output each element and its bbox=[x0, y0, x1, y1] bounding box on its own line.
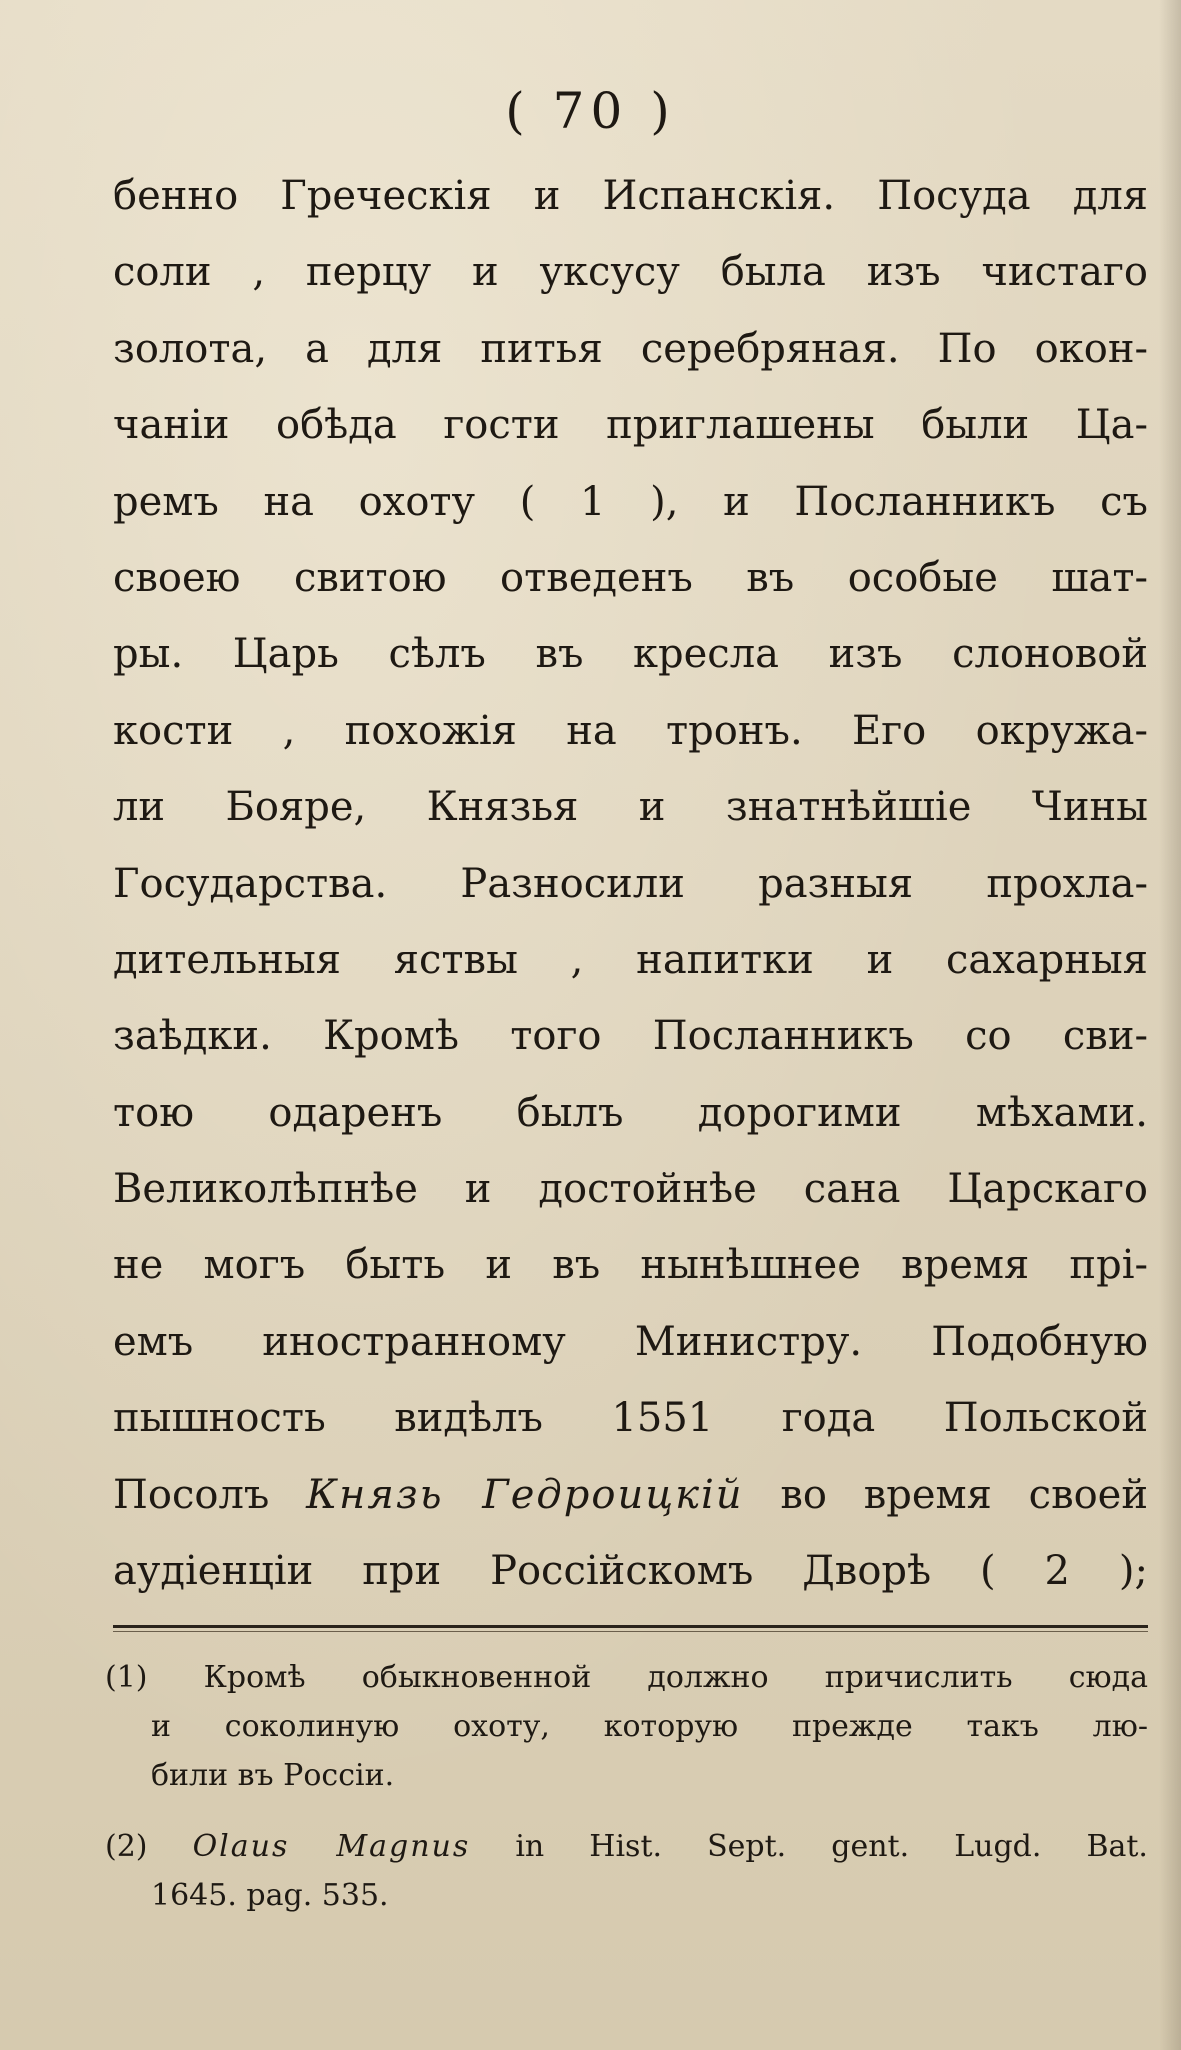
page-edge-shadow bbox=[1159, 0, 1181, 2050]
page-number: ( 70 ) bbox=[505, 82, 676, 140]
line-suffix: во время своей bbox=[780, 1471, 1149, 1518]
text-line: Государства. Разносили разныя прохла- bbox=[113, 860, 1148, 907]
footnote-2-citation: in Hist. Sept. gent. Lugd. Bat. bbox=[515, 1829, 1148, 1864]
footnote-divider bbox=[113, 1625, 1148, 1628]
text-line: кости , похожія на тронъ. Его окружа- bbox=[113, 707, 1148, 754]
text-line: заѣдки. Кромѣ того Посланникъ со сви- bbox=[113, 1013, 1148, 1060]
footnote-2-line bbox=[105, 1822, 1148, 1871]
text-line: дительныя яствы , напитки и сахарныя bbox=[113, 936, 1148, 983]
footnotes bbox=[105, 1653, 1148, 1920]
text-line: ремъ на охоту ( 1 ), и Посланникъ съ bbox=[113, 478, 1148, 525]
footnote-2-line: 1645. pag. 535. bbox=[151, 1878, 389, 1913]
text-line: емъ иностранному Министру. Подобную bbox=[113, 1318, 1148, 1365]
footnote-1-line: и соколиную охоту, которую прежде такъ лю- bbox=[151, 1709, 1148, 1744]
text-line: пышность видѣлъ 1551 года Польской bbox=[113, 1395, 1148, 1442]
main-text bbox=[113, 158, 1148, 1609]
footnote-divider-thin bbox=[113, 1631, 1148, 1632]
italic-name-prince: Князь Гедроицкій bbox=[306, 1471, 744, 1518]
footnote-2-marker: (2) bbox=[105, 1829, 148, 1864]
text-line: ли Бояре, Князья и знатнѣйшіе Чины bbox=[113, 784, 1148, 831]
footnote-1-line: (1) Кромѣ обыкновенной должно причислить сюда bbox=[105, 1660, 1148, 1695]
text-line: чаніи обѣда гости приглашены были Ца- bbox=[113, 402, 1148, 449]
footnote-1-line: били въ Россіи. bbox=[151, 1758, 395, 1793]
text-line-with-italic-name bbox=[113, 1457, 1148, 1533]
text-line: своею свитою отведенъ въ особые шат- bbox=[113, 554, 1148, 601]
line-prefix: Посолъ bbox=[113, 1471, 270, 1518]
text-line: ры. Царь сѣлъ въ кресла изъ слоновой bbox=[113, 631, 1148, 678]
text-line: Великолѣпнѣе и достойнѣе сана Царскаго bbox=[113, 1166, 1148, 1213]
text-line: не могъ быть и въ нынѣшнее время прі- bbox=[113, 1242, 1148, 1289]
text-line: аудіенціи при Россійскомъ Дворѣ ( 2 ); bbox=[113, 1548, 1148, 1595]
text-line: тою одаренъ былъ дорогими мѣхами. bbox=[113, 1089, 1148, 1136]
footnote-gap bbox=[105, 1800, 1148, 1822]
text-line: соли , перцу и уксусу была изъ чистаго bbox=[113, 249, 1148, 296]
text-line: золота, а для питья серебряная. По окон- bbox=[113, 325, 1148, 372]
text-line: бенно Греческія и Испанскія. Посуда для bbox=[113, 173, 1148, 219]
footnote-2-author: Olaus Magnus bbox=[192, 1829, 471, 1864]
